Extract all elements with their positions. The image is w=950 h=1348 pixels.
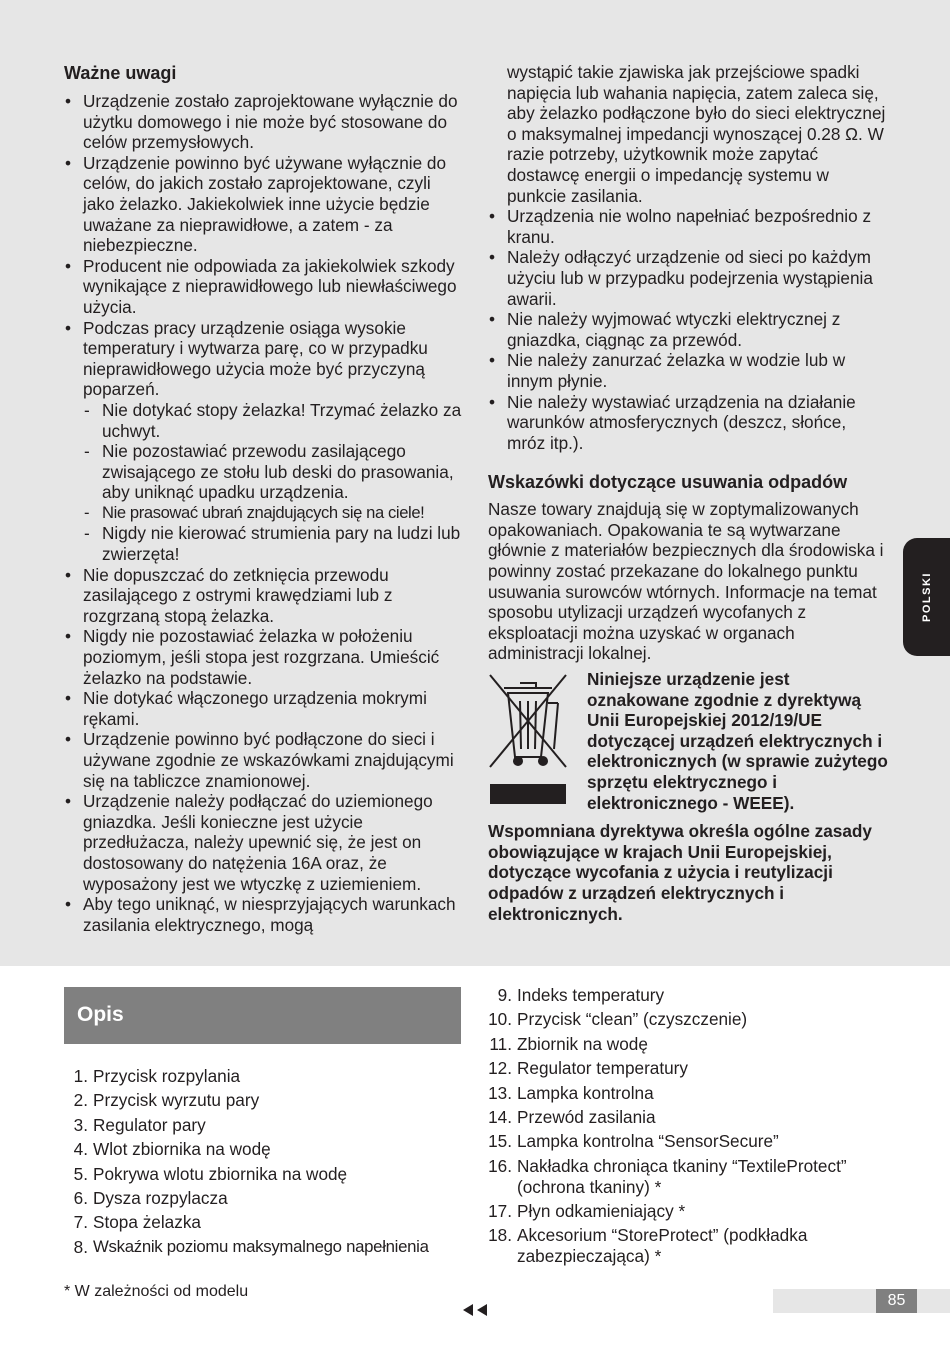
- list-item: • Producent nie odpowiada za jakiekolwiek szkody wynikające z nieprawidłowego lub niewłaściwego użycia.: [64, 256, 464, 318]
- part-item: [64, 1162, 474, 1186]
- weee-block: [488, 669, 888, 813]
- description-title: Opis: [77, 1003, 124, 1026]
- part-item: [478, 1223, 908, 1268]
- part-item: [64, 1088, 474, 1112]
- part-name: Zbiornik na wodę: [517, 1033, 648, 1054]
- list-item: • Nie dotykać włączonego urządzenia mokrymi rękami.: [64, 688, 464, 729]
- list-item: • Nie dopuszczać do zetknięcia przewodu zasilającego z ostrymi krawędziami lub z rozgrzaną stopą żelazka.: [64, 565, 464, 627]
- part-name: Akcesorium “StoreProtect” (podkładka zabezpieczająca) *: [517, 1225, 808, 1267]
- part-item: [64, 1235, 474, 1259]
- part-item: [64, 1210, 474, 1234]
- part-item: [478, 983, 908, 1007]
- part-name: Regulator pary: [93, 1114, 206, 1135]
- left-column: [64, 62, 464, 935]
- part-number: 6.: [73, 1188, 88, 1209]
- list-item: • Nie należy wystawiać urządzenia na działanie warunków atmosferycznych (deszcz, słońce, mróz itp.).: [488, 392, 888, 454]
- crossed-out-wheelie-bin-icon: [488, 673, 568, 807]
- part-name: Indeks temperatury: [517, 985, 665, 1005]
- waste-disposal-heading: Wskazówki dotyczące usuwania odpadów: [488, 472, 848, 493]
- list-item: • Podczas pracy urządzenie osiąga wysokie temperatury i wytwarza parę, co w przypadku nieprawidłowego użycia może być przyczyną poparzeń.: [64, 318, 464, 400]
- part-number: 2.: [73, 1090, 88, 1111]
- part-item: [478, 1081, 908, 1105]
- list-item: • Należy odłączyć urządzenie od sieci po każdym użyciu lub w przypadku podejrzenia wystąpienia awarii.: [488, 247, 888, 309]
- part-item: [478, 1129, 908, 1153]
- part-number: 8.: [73, 1236, 88, 1257]
- page-number-bar: [773, 1289, 950, 1313]
- part-number: 1.: [73, 1066, 88, 1086]
- right-column: [488, 62, 888, 924]
- part-number: 11.: [489, 1033, 512, 1054]
- part-number: 16.: [488, 1155, 512, 1176]
- language-tab: [903, 538, 950, 656]
- part-item: [478, 1105, 908, 1129]
- sub-list-item: - Nie pozostawiać przewodu zasilającego zwisającego ze stołu lub deski do prasowania, aby uniknąć upadku urządzenia.: [64, 441, 464, 503]
- part-name: Wlot zbiornika na wodę: [93, 1139, 271, 1160]
- list-item: • Aby tego uniknąć, w niesprzyjających warunkach zasilania elektrycznego, mogą: [64, 894, 464, 935]
- part-number: 17.: [488, 1200, 512, 1221]
- continuation-text: wystąpić takie zjawiska jak przejściowe spadki napięcia lub wahania napięcia, zatem zaleca się, aby żelazko podłączone było do sieci elektrycznej o maksymalnej impedancji wynoszącej 0.28 Ω. W razie potrzeby, użytkownik może zapytać dostawcę energii o impedancję systemu w punkcie zasilania.: [507, 62, 886, 206]
- list-item: • Nie należy wyjmować wtyczki elektrycznej z gniazdka, ciągnąc za przewód.: [488, 309, 888, 350]
- part-number: 3.: [73, 1114, 88, 1135]
- part-number: 9.: [497, 985, 512, 1005]
- bullet-list-a: [64, 91, 464, 400]
- part-name: Wskaźnik poziomu maksymalnego napełnienia: [93, 1236, 429, 1256]
- part-item: [478, 1032, 908, 1056]
- part-name: Dysza rozpylacza: [93, 1188, 228, 1209]
- part-number: 7.: [73, 1212, 88, 1233]
- part-item: [64, 1064, 474, 1088]
- part-number: 4.: [73, 1139, 88, 1160]
- list-item: • Urządzenie należy podłączać do uziemionego gniazdka. Jeśli konieczne jest użycie przedłużacza, należy upewnić się, że jest on dostosowany do natężenia 16A oraz, że wyposażony jest we wtyczkę z uziemieniem.: [64, 791, 464, 894]
- description-header: [64, 987, 461, 1044]
- part-number: 15.: [488, 1131, 512, 1152]
- directive-text: Wspomniana dyrektywa określa ogólne zasady obowiązujące w krajach Unii Europejskiej, dotyczące wycofania z użycia i reutylizacji odpadów z urządzeń elektrycznych i elektronicznych.: [488, 821, 872, 924]
- double-left-arrow-icon: [463, 1303, 489, 1317]
- list-item: • Nigdy nie pozostawiać żelazka w położeniu poziomym, jeśli stopa jest rozgrzana. Umieścić żelazko na podstawie.: [64, 626, 464, 688]
- weee-text: Niniejsze urządzenie jest oznakowane zgodnie z dyrektywą Unii Europejskiej 2012/19/UE dotyczącej urządzeń elektrycznych i elektronicznych (w sprawie zużytego sprzętu elektrycznego i elektronicznego - WEEE).: [587, 669, 888, 813]
- part-number: 5.: [73, 1163, 88, 1184]
- part-name: Przewód zasilania: [517, 1107, 656, 1128]
- dash-list: [64, 400, 464, 565]
- sub-list-item: - Nie prasować ubrań znajdujących się na ciele!: [64, 503, 464, 524]
- part-name: Stopa żelazka: [93, 1212, 201, 1233]
- bullet-list-b: [64, 565, 464, 936]
- part-item: [478, 1056, 908, 1080]
- part-name: Przycisk rozpylania: [93, 1066, 241, 1086]
- part-name: Przycisk “clean” (czyszczenie): [517, 1009, 748, 1030]
- important-notes-heading: Ważne uwagi: [64, 63, 177, 83]
- part-name: Lampka kontrolna: [517, 1082, 654, 1103]
- part-name: Regulator temperatury: [517, 1058, 689, 1079]
- list-item: • Urządzenie powinno być używane wyłącznie do celów, do jakich zostało zaprojektowane, czyli jako żelazko. Jakiekolwiek inne użycie będzie uważane za nieprawidłowe, a zatem - za niebezpieczne.: [64, 153, 464, 256]
- part-name: Pokrywa wlotu zbiornika na wodę: [93, 1163, 348, 1184]
- part-number: 10.: [488, 1009, 512, 1030]
- bullet-list-c: [488, 206, 888, 453]
- part-number: 14.: [488, 1107, 512, 1128]
- part-item: [64, 1186, 474, 1210]
- part-name: Nakładka chroniąca tkaniny “TextileProtect” (ochrona tkaniny) *: [517, 1155, 847, 1197]
- part-name: Płyn odkamieniający *: [517, 1200, 686, 1221]
- part-number: 12.: [488, 1058, 512, 1079]
- part-name: Przycisk wyrzutu pary: [93, 1090, 260, 1111]
- part-item: [478, 1007, 908, 1031]
- part-number: 13.: [488, 1082, 512, 1103]
- part-name: Lampka kontrolna “SensorSecure”: [517, 1131, 779, 1152]
- list-item: • Urządzenia nie wolno napełniać bezpośrednio z kranu.: [488, 206, 888, 247]
- part-item: [64, 1113, 474, 1137]
- sub-list-item: - Nie dotykać stopy żelazka! Trzymać żelazko za uchwyt.: [64, 400, 464, 441]
- language-tab-label: POLSKI: [920, 572, 933, 622]
- sub-list-item: - Nigdy nie kierować strumienia pary na ludzi lub zwierzęta!: [64, 523, 464, 564]
- parts-list-left: [64, 1064, 474, 1259]
- waste-disposal-text: Nasze towary znajdują się w zoptymalizowanych opakowaniach. Opakowania te są wytwarzane głównie z materiałów bezpiecznych dla środowiska i powinny zostać przekazane do lokalnego punktu usuwania surowców wtórnych. Informacje na temat sposobu utylizacji urządzeń wycofanych z eksploatacji można uzyskać w organach administracji lokalnej.: [488, 499, 884, 664]
- parts-list-right: [478, 983, 908, 1268]
- page-number: 85: [876, 1289, 917, 1313]
- list-item: • Nie należy zanurzać żelazka w wodzie lub w innym płynie.: [488, 350, 888, 391]
- list-item: • Urządzenie powinno być podłączone do sieci i używane zgodnie ze wskazówkami znajdującymi się na tabliczce znamionowej.: [64, 729, 464, 791]
- footnote: * W zależności od modelu: [64, 1283, 249, 1300]
- part-number: 18.: [488, 1225, 512, 1246]
- part-item: [64, 1137, 474, 1161]
- part-item: [478, 1154, 908, 1199]
- part-item: [478, 1199, 908, 1223]
- list-item: • Urządzenie zostało zaprojektowane wyłącznie do użytku domowego i nie może być stosowane do celów przemysłowych.: [64, 91, 464, 153]
